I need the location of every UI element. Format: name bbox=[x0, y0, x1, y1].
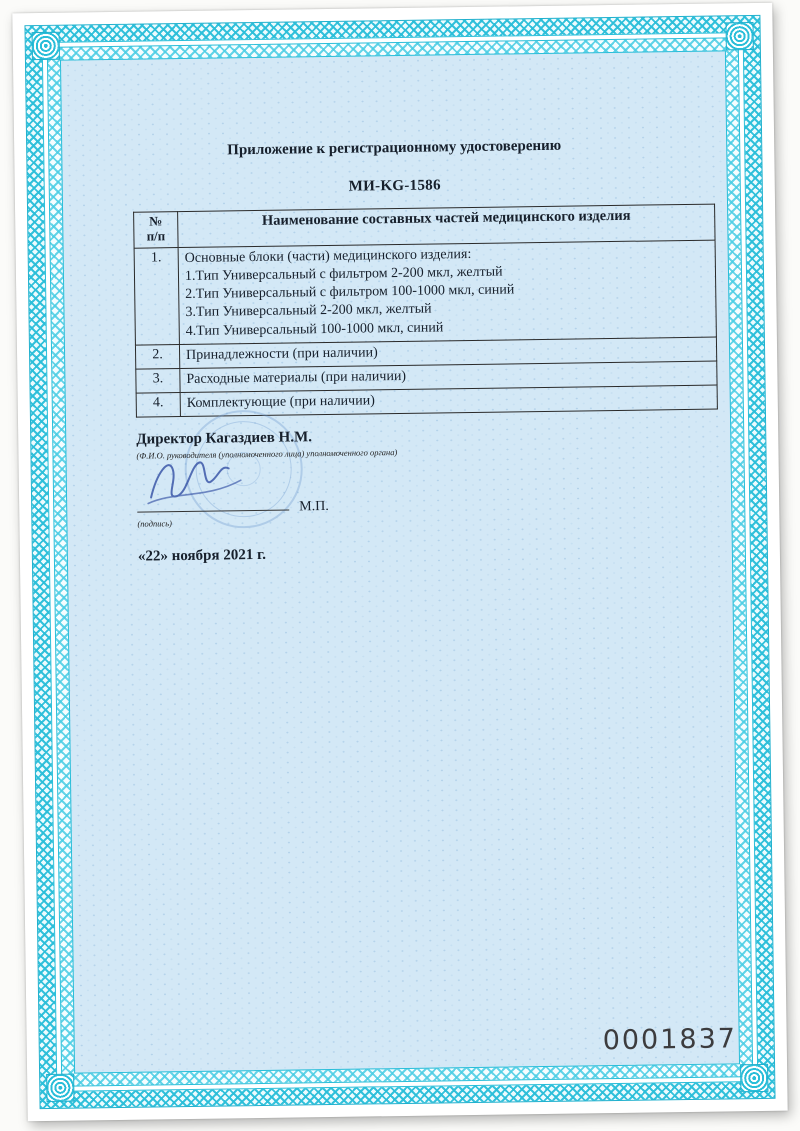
row-line: Основные блоки (части) медицинского изделия: bbox=[184, 246, 472, 266]
document-date: «22» ноября 2021 г. bbox=[137, 546, 267, 565]
header-num-line2: п/п bbox=[146, 228, 166, 244]
row-content-cell bbox=[178, 240, 716, 344]
corner-rosette-icon bbox=[740, 1064, 768, 1092]
row-line: Принадлежности (при наличии) bbox=[185, 345, 378, 363]
corner-rosette-icon bbox=[725, 22, 753, 50]
row-line: 2.Тип Универсальный с фильтром 100-1000 мкл, синий bbox=[185, 282, 515, 303]
page-title: Приложение к регистрационному удостоверению bbox=[227, 137, 562, 159]
row-number-cell: 3. bbox=[136, 369, 180, 394]
header-num-line1: № bbox=[149, 213, 163, 229]
row-line: Комплектующие (при наличии) bbox=[186, 393, 375, 412]
components-table bbox=[133, 204, 718, 418]
row-line: 4.Тип Универсальный 100-1000 мкл, синий bbox=[185, 319, 444, 339]
signature-note: (подпись) bbox=[137, 518, 173, 529]
signature-block bbox=[136, 426, 558, 566]
row-line: Расходные материалы (при наличии) bbox=[186, 368, 407, 387]
certificate-number: МИ-KG-1586 bbox=[348, 177, 441, 195]
director-name: Директор Кагаздиев Н.М. bbox=[136, 429, 313, 448]
header-cell-name: Наименование составных частей медицинского изделия bbox=[178, 204, 715, 247]
header-cell-num bbox=[134, 212, 178, 248]
stamp-place-label: М.П. bbox=[299, 498, 329, 515]
table-row bbox=[134, 240, 716, 345]
serial-number: 0001837 bbox=[602, 1023, 738, 1057]
ornamental-border-inner bbox=[47, 37, 753, 1087]
row-number-cell: 4. bbox=[136, 393, 180, 418]
row-number-cell: 2. bbox=[135, 344, 179, 369]
row-number-cell: 1. bbox=[134, 247, 179, 345]
corner-rosette-icon bbox=[32, 32, 60, 60]
scanned-page bbox=[12, 3, 787, 1122]
row-line: 1.Тип Универсальный с фильтром 2-200 мкл, желтый bbox=[184, 264, 503, 285]
document-body bbox=[60, 50, 740, 1073]
director-note: (Ф.И.О. руководителя (уполномоченного лица) уполномоченного органа) bbox=[136, 447, 398, 461]
ornamental-border-mid bbox=[42, 32, 759, 1092]
signature-line bbox=[137, 495, 289, 513]
row-line: 3.Тип Универсальный 2-200 мкл, желтый bbox=[185, 301, 432, 321]
corner-rosette-icon bbox=[46, 1074, 74, 1102]
ornamental-border-outer bbox=[24, 15, 775, 1109]
